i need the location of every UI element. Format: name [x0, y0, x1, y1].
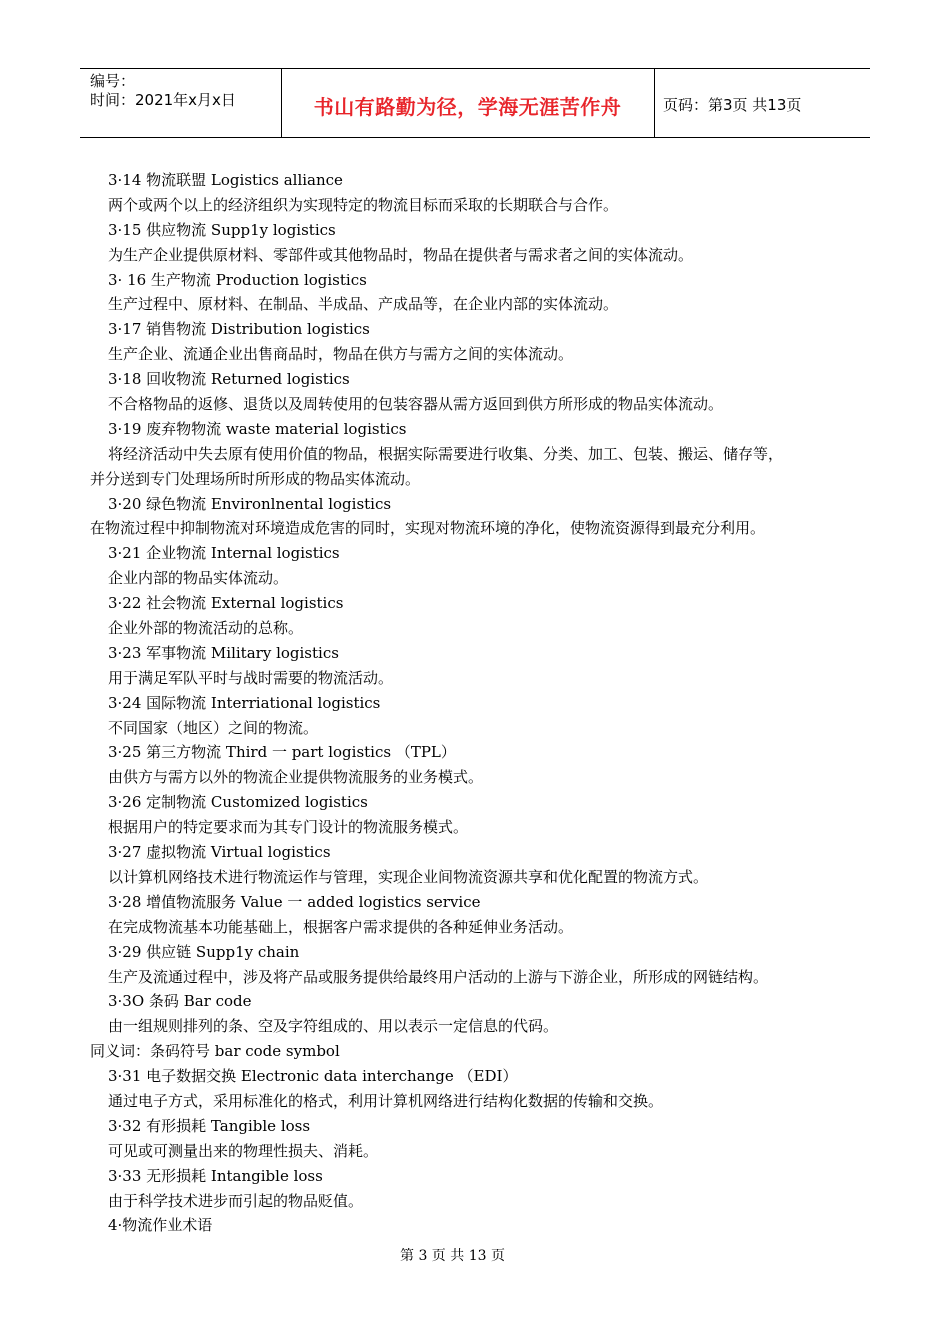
page-footer [0, 1245, 950, 1265]
body-line: 生产企业、流通企业出售商品时，物品在供方与需方之间的实体流动。 [108, 345, 574, 364]
body-line: 3·31 电子数据交换 Electronic data interchange （EDI） [108, 1067, 518, 1086]
body-line: 3·26 定制物流 Customized logistics [108, 793, 368, 812]
body-line: 3· 16 生产物流 Production logistics [108, 270, 367, 289]
body-line: 两个或两个以上的经济组织为实现特定的物流目标而采取的长期联合与合作。 [108, 195, 619, 214]
body-line: 3·14 物流联盟 Logistics alliance [108, 171, 343, 189]
header-page-info: 页码：第3页 共13页 [663, 96, 802, 114]
body-line: 企业内部的物品实体流动。 [108, 569, 289, 588]
body-line: 在物流过程中抑制物流对环境造成危害的同时，实现对物流环境的净化，使物流资源得到最充分利用。 [90, 519, 766, 538]
body-line: 3·17 销售物流 Distribution logistics [108, 320, 370, 339]
body-line: 3·25 第三方物流 Third 一 part logistics （TPL） [108, 743, 456, 762]
body-line: 以计算机网络技术进行物流运作与管理，实现企业间物流资源共享和优化配置的物流方式。 [108, 867, 709, 886]
body-line: 4·物流作业术语 [108, 1216, 213, 1235]
document-body [90, 168, 880, 1238]
body-line: 3·29 供应链 Supp1y chain [108, 942, 300, 961]
body-line: 生产过程中、原材料、在制品、半成品、产成品等，在企业内部的实体流动。 [108, 295, 619, 314]
body-line: 3·33 无形损耗 Intangible loss [108, 1166, 323, 1185]
footer-page-number: 第 3 页 共 13 页 [400, 1248, 505, 1264]
document-date-label: 时间：2021年x月x日 [90, 91, 236, 109]
body-line: 由一组规则排列的条、空及字符组成的、用以表示一定信息的代码。 [108, 1017, 559, 1036]
body-line: 根据用户的特定要求而为其专门设计的物流服务模式。 [108, 818, 469, 837]
body-line: 3·28 增值物流服务 Value 一 added logistics service [108, 892, 481, 911]
body-line: 3·22 社会物流 External logistics [108, 594, 344, 613]
body-line: 3·24 国际物流 Interriational logistics [108, 693, 381, 712]
body-line: 企业外部的物流活动的总称。 [108, 619, 304, 638]
body-line: 为生产企业提供原材料、零部件或其他物品时，物品在提供者与需求者之间的实体流动。 [108, 245, 694, 264]
body-line: 用于满足军队平时与战时需要的物流活动。 [108, 668, 394, 687]
body-line: 3·21 企业物流 Internal logistics [108, 544, 340, 563]
body-line: 3·3O 条码 Bar code [108, 992, 252, 1011]
body-line: 3·19 废弃物物流 waste material logistics [108, 419, 407, 438]
body-line: 3·23 军事物流 Military logistics [108, 643, 339, 662]
body-line: 3·18 回收物流 Returned logistics [108, 370, 350, 389]
body-line: 通过电子方式，采用标准化的格式，利用计算机网络进行结构化数据的传输和交换。 [108, 1091, 664, 1110]
body-line: 3·32 有形损耗 Tangible loss [108, 1116, 311, 1135]
header-page-cell [655, 69, 870, 137]
body-line: 生产及流通过程中，涉及将产品或服务提供给最终用户活动的上游与下游企业，所形成的网链结构。 [108, 967, 769, 986]
document-number-label: 编号： [90, 72, 136, 90]
body-line: 同义词：条码符号 bar code symbol [90, 1042, 340, 1061]
body-line: 在完成物流基本功能基础上，根据客户需求提供的各种延伸业务活动。 [108, 917, 574, 936]
header-motto-cell [281, 69, 655, 137]
header-motto: 书山有路勤为径，学海无涯苦作舟 [313, 95, 622, 119]
header-meta-cell [80, 69, 282, 137]
body-line: 由于科学技术进步而引起的物品贬值。 [108, 1191, 364, 1210]
body-line: 不同国家（地区）之间的物流。 [108, 718, 319, 737]
body-line: 3·27 虚拟物流 Virtual logistics [108, 843, 331, 862]
body-line: 3·15 供应物流 Supp1y logistics [108, 220, 336, 239]
body-line: 将经济活动中失去原有使用价值的物品，根据实际需要进行收集、分类、加工、包装、搬运、储存等， [108, 444, 784, 463]
body-line: 并分送到专门处理场所时所形成的物品实体流动。 [90, 469, 421, 488]
body-line: 不合格物品的返修、退货以及周转使用的包装容器从需方返回到供方所形成的物品实体流动。 [108, 395, 724, 414]
body-line: 可见或可测量出来的物理性损夫、消耗。 [108, 1141, 379, 1160]
page-header [80, 68, 870, 138]
body-line: 由供方与需方以外的物流企业提供物流服务的业务模式。 [108, 768, 484, 787]
body-line: 3·20 绿色物流 Environlnental logistics [108, 494, 392, 513]
